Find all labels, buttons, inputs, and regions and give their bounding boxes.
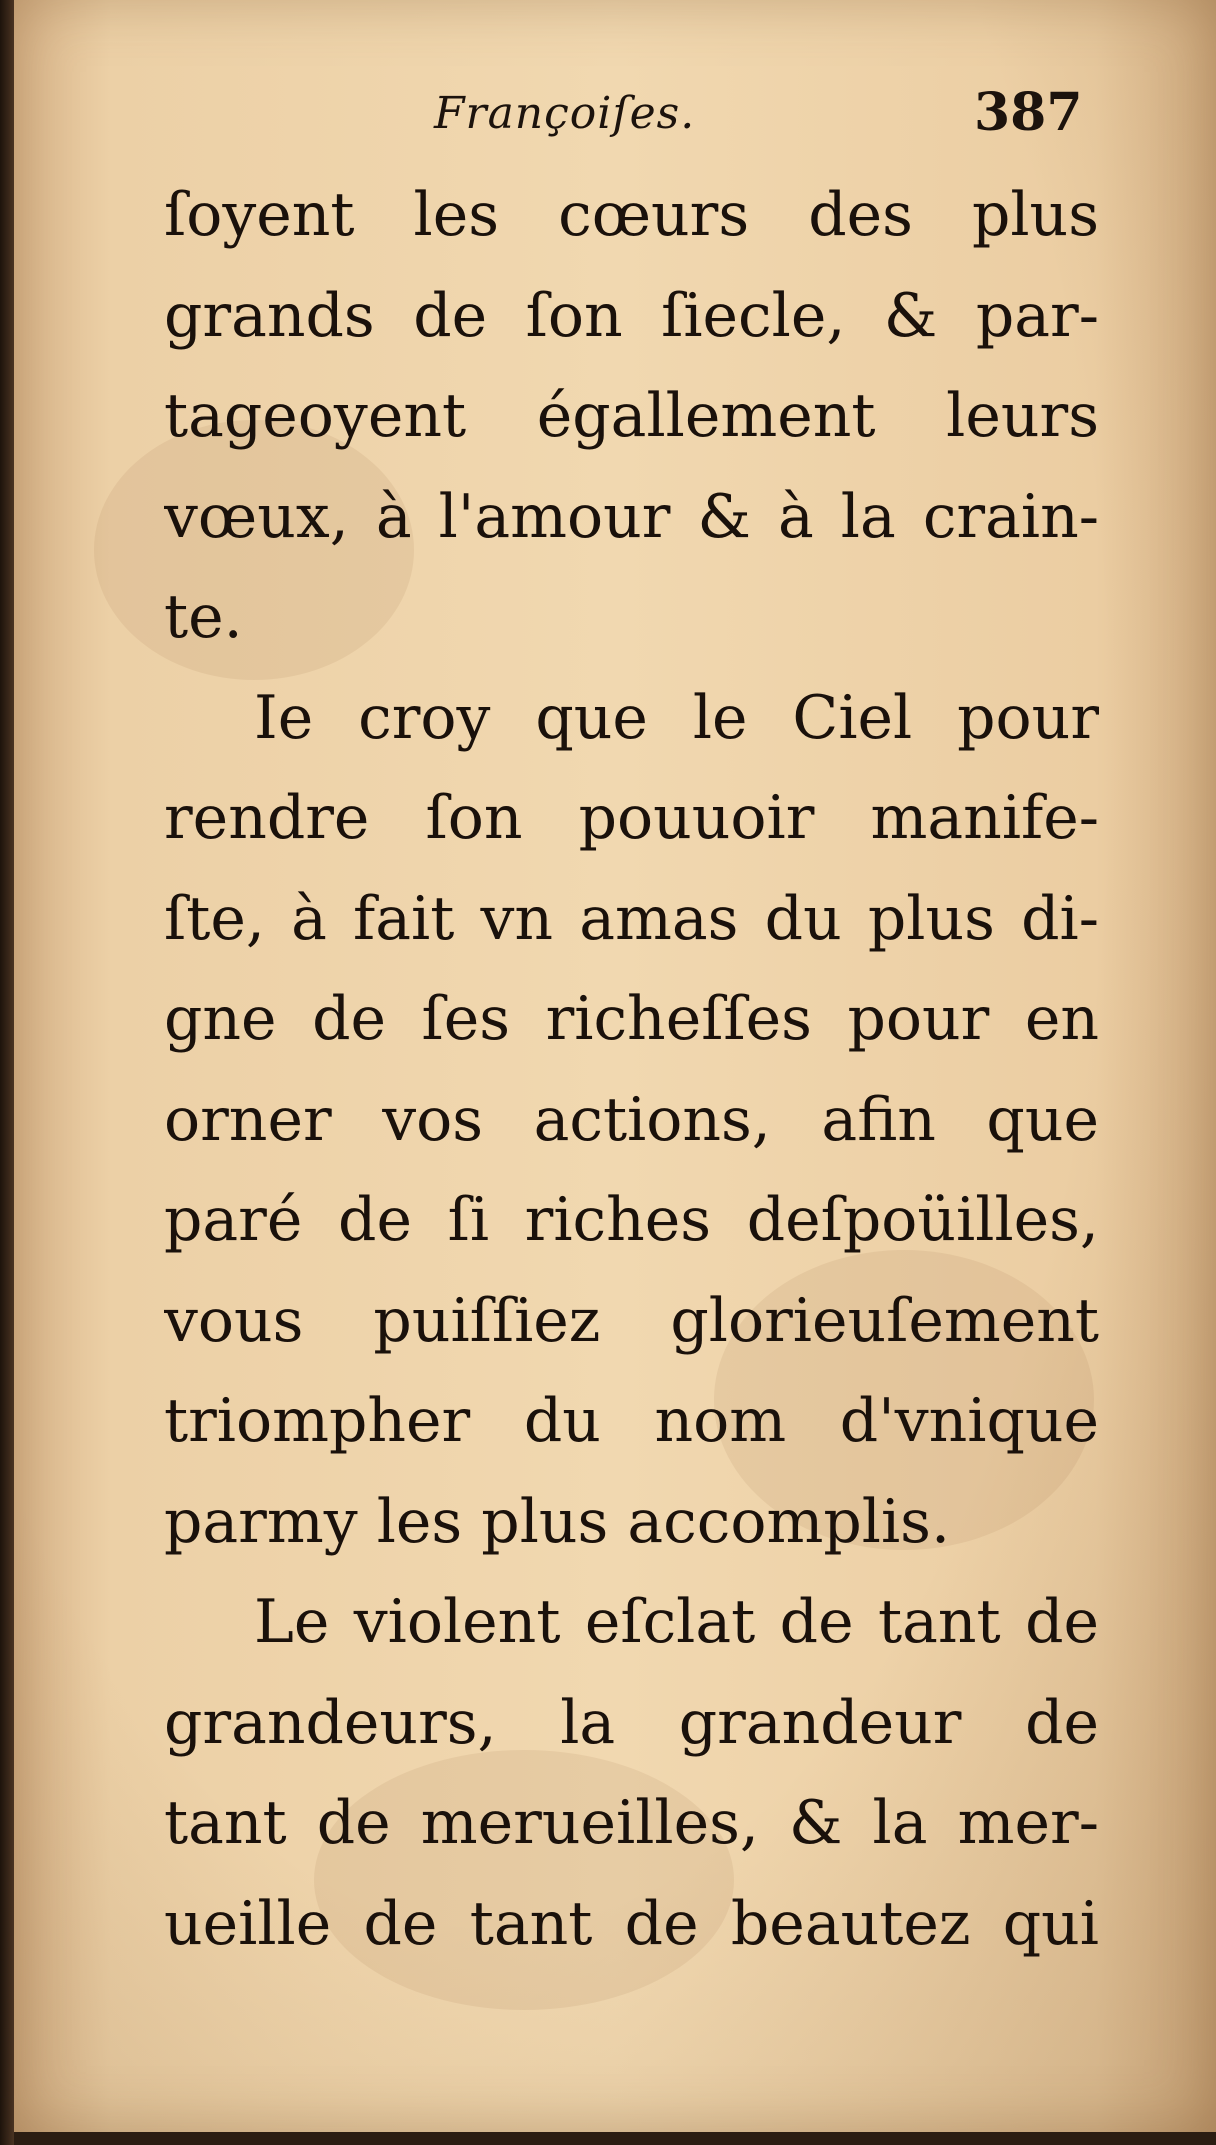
book-gutter-edge <box>0 0 14 2145</box>
text-line: ſte, à fait vn amas du plus di- <box>164 883 1099 954</box>
text-line: tant de merueilles, & la mer- <box>164 1788 1099 1858</box>
page-header <box>14 78 1216 158</box>
text-line: ſoyent les cœurs des plus <box>164 180 1099 250</box>
text-line: ueille de tant de beautez qui <box>164 1888 1099 1959</box>
paragraph-start-line: Ie croy que le Ciel pour <box>254 682 1099 753</box>
text-line: paré de ſi riches deſpoüilles, <box>164 1185 1099 1255</box>
running-title: Françoiſes. <box>434 88 696 139</box>
text-line: grandeurs, la grandeur de <box>164 1687 1099 1758</box>
text-line: triompher du nom d'vnique <box>164 1386 1099 1456</box>
text-line: rendre ſon pouuoir manife- <box>164 783 1099 853</box>
text-line: orner vos actions, afin que <box>164 1084 1099 1155</box>
body-text <box>164 165 1099 1974</box>
page-number: 387 <box>974 82 1083 143</box>
text-line: te. <box>164 582 243 652</box>
text-line: parmy les plus accomplis. <box>164 1486 951 1557</box>
text-line: vous puiſſiez glorieuſement <box>164 1285 1099 1356</box>
text-line: vœux, à l'amour & à la crain- <box>164 481 1099 552</box>
text-line: gne de ſes richeſſes pour en <box>164 984 1099 1054</box>
text-line: tageoyent égallement leurs <box>164 381 1099 451</box>
paragraph-start-line: Le violent eſclat de tant de <box>254 1587 1099 1657</box>
text-line: grands de ſon ſiecle, & par- <box>164 280 1099 351</box>
book-page <box>14 0 1216 2132</box>
